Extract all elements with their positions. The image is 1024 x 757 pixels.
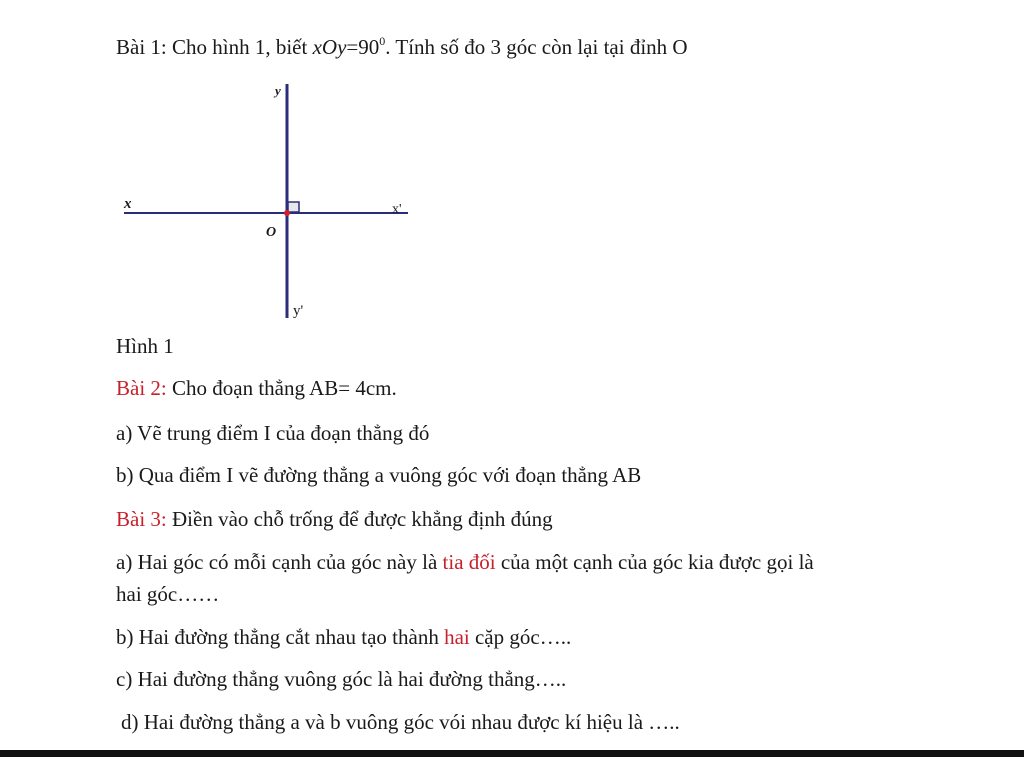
bai3-line	[116, 505, 553, 533]
bai3-b-red: hai	[444, 625, 470, 649]
bai1-math-value: 90	[358, 35, 380, 59]
label-x-prime: x'	[392, 202, 402, 217]
bai3-b-line	[116, 623, 571, 651]
bottom-border	[0, 750, 1024, 757]
bai3-a-line1	[116, 548, 814, 576]
bai1-line	[116, 27, 688, 61]
label-y-prime: y'	[293, 303, 304, 319]
bai3-a-red: tia đối	[442, 550, 496, 574]
bai3-c: c) Hai đường thẳng vuông góc là hai đường thẳng…..	[116, 667, 567, 691]
bai2-text: Cho đoạn thẳng AB= 4cm.	[166, 376, 397, 400]
label-o: O	[266, 225, 277, 240]
bai3-a-line2: hai góc……	[116, 582, 220, 606]
bai3-d: d) Hai đường thẳng a và b vuông góc vói nhau được kí hiệu là …..	[121, 710, 680, 734]
bai1-text-after: . Tính số đo 3 góc còn lại tại đỉnh O	[385, 35, 688, 59]
bai2-line	[116, 374, 397, 402]
bai1-math-eq: =	[346, 35, 359, 59]
bai2-b: b) Qua điểm I vẽ đường thẳng a vuông góc với đoạn thẳng AB	[116, 463, 642, 487]
bai3-label: Bài 3:	[116, 507, 167, 531]
bai1-label: Bài 1:	[116, 35, 167, 59]
figure-caption: Hình 1	[116, 334, 174, 358]
label-y: y	[275, 83, 281, 98]
bai1-math	[313, 35, 386, 59]
bai1-math-degree: 0	[379, 34, 386, 48]
right-angle-marker	[288, 202, 299, 212]
bai3-b-part1: b) Hai đường thẳng cắt nhau tạo thành	[116, 625, 445, 649]
bai1-math-angle: xOy	[312, 35, 347, 59]
point-o	[284, 210, 290, 216]
bai3-a-part1: a) Hai góc có mỗi cạnh của góc này là	[116, 550, 443, 574]
bai2-a: a) Vẽ trung điểm I của đoạn thẳng đó	[116, 421, 430, 445]
bai3-text: Điền vào chỗ trống để được khẳng định đúng	[166, 507, 553, 531]
bai2-label: Bài 2:	[116, 376, 167, 400]
bai1-text-before: Cho hình 1, biết	[166, 35, 313, 59]
figure-perpendicular-lines	[110, 78, 420, 328]
bai3-b-part2: cặp góc…..	[469, 625, 572, 649]
label-x: x	[124, 196, 132, 212]
bai3-a-part2: của một cạnh của góc kia được gọi là	[495, 550, 814, 574]
